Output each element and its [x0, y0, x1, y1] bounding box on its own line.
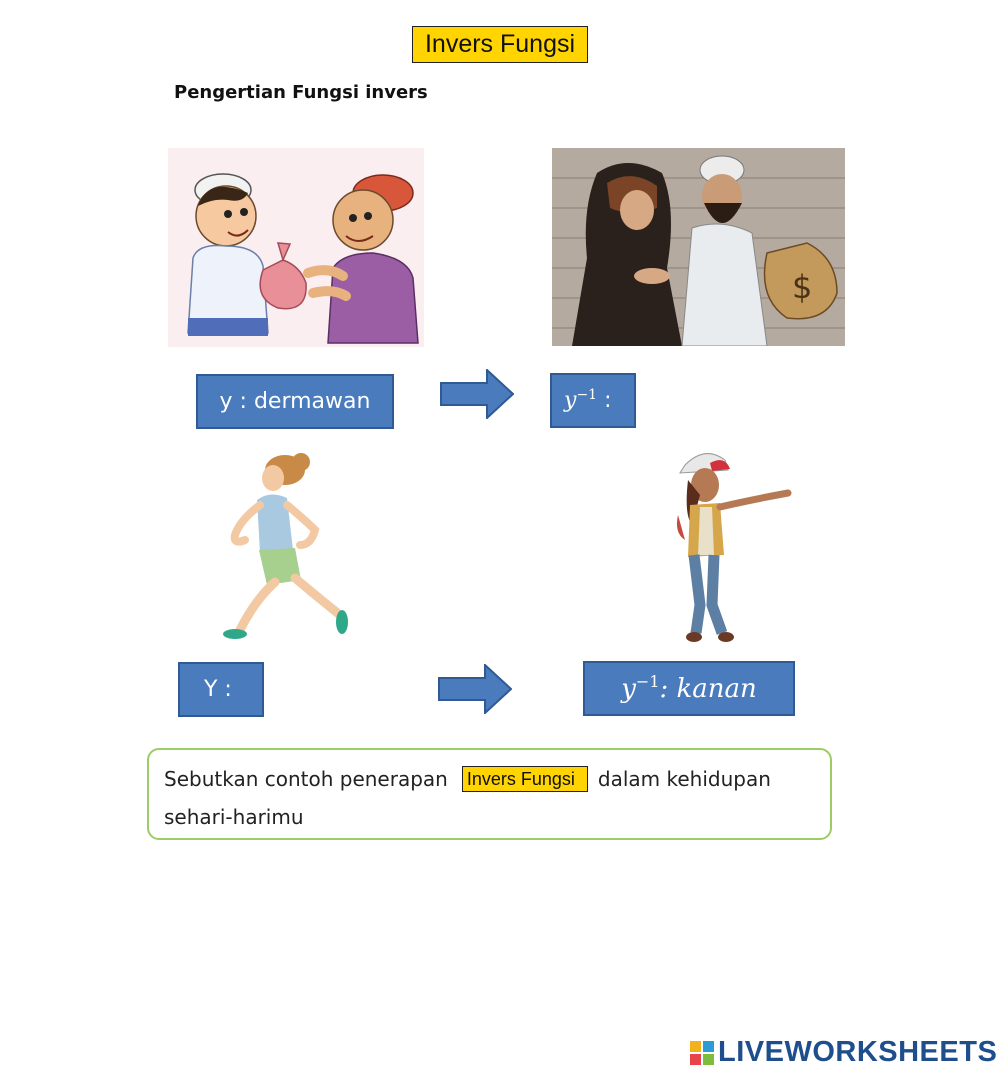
page-title [412, 26, 588, 63]
function-y-label: Y : [204, 677, 232, 702]
page-title-text: Invers Fungsi [424, 30, 576, 58]
brand-name: LIVEWORKSHEETS [718, 1036, 998, 1068]
pointing-girl-illustration [670, 445, 792, 645]
inverse-function-box-1[interactable] [550, 373, 636, 428]
question-line-2: sehari-harimu [164, 805, 304, 829]
arrow-right-icon [438, 664, 512, 714]
question-line-1 [164, 766, 771, 792]
question-text-after: dalam kehidupan [597, 767, 771, 791]
question-box [147, 748, 832, 840]
inverse-exponent: −1 [635, 672, 660, 691]
liveworksheets-logo-icon [690, 1041, 714, 1065]
inverse-exponent: −1 [576, 386, 598, 403]
stingy-man-illustration [552, 148, 845, 346]
svg-text:$: $ [792, 268, 813, 306]
running-girl-illustration [215, 450, 355, 642]
inverse-function-box-2 [583, 661, 795, 716]
function-dermawan-label: y : dermawan [219, 389, 371, 414]
function-y-box[interactable] [178, 662, 264, 717]
inverse-kanan-label: : kanan [659, 673, 757, 704]
generous-giving-illustration [168, 148, 424, 347]
inverse-y-symbol: y [621, 673, 636, 704]
arrow-right-icon [440, 369, 514, 419]
inverse-y-symbol: y [564, 388, 577, 413]
question-text-before: Sebutkan contoh penerapan [164, 767, 448, 791]
liveworksheets-logo[interactable] [690, 1036, 997, 1069]
inverse-answer-1: : [597, 388, 612, 413]
section-heading: Pengertian Fungsi invers [174, 82, 428, 103]
function-dermawan-box [196, 374, 394, 429]
answer-drop-target[interactable]: Invers Fungsi [462, 766, 588, 792]
